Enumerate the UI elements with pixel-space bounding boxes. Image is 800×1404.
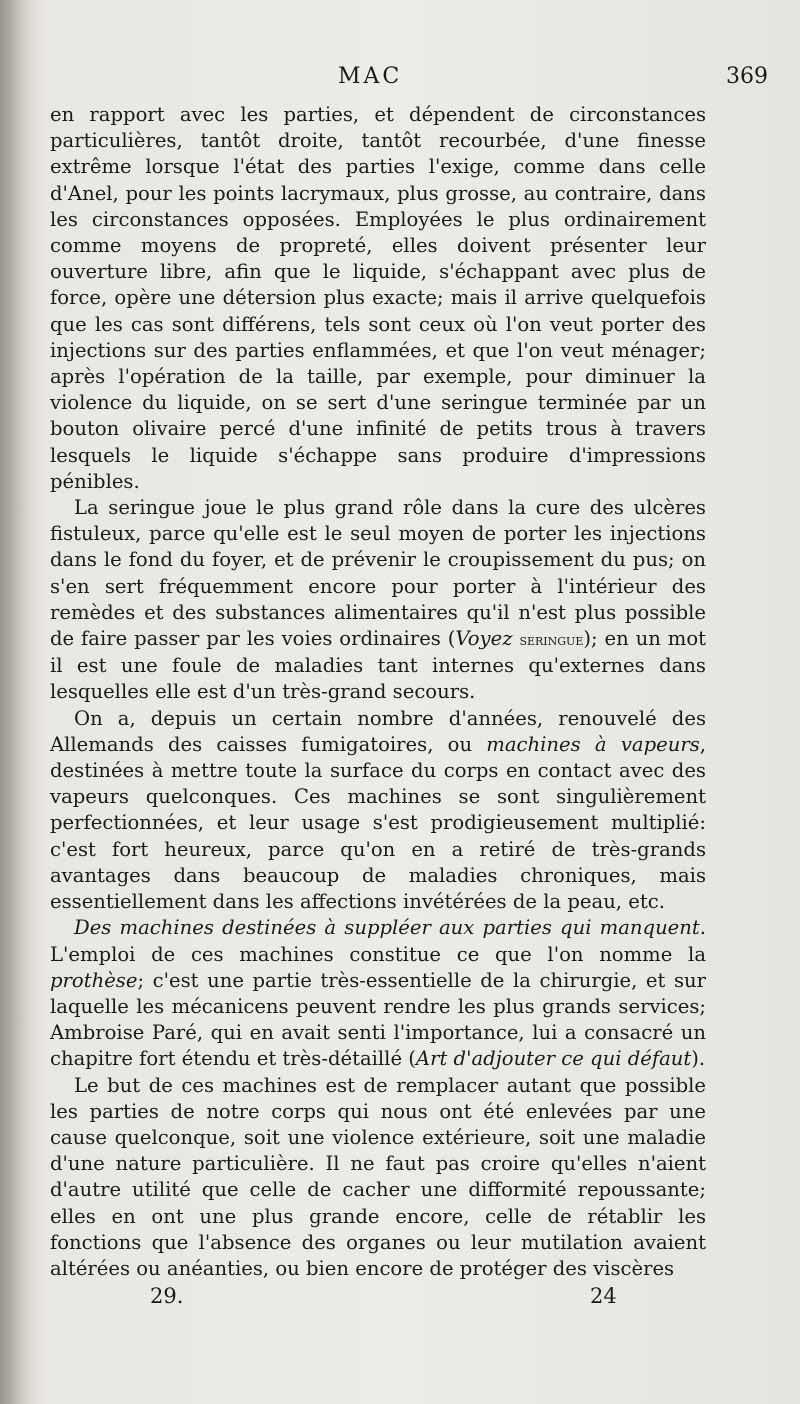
italic-text: machines à vapeurs xyxy=(486,732,700,756)
text-run: Le but de ces machines est de remplacer autant que possible les parties de notre corps qui nous ont été enlevées par une cause quelconque, soit une violence extérieure, soit une maladie d'une nature particulière. Il ne faut pas croire qu'elles n'aient d'autre utilité que celle de cacher une difformité repoussante; elles en ont une plus grande encore, celle de rétablir les fonctions que l'absence des organes ou leur mutilation avaient altérées ou anéanties, ou bien encore de protéger des viscères xyxy=(50,1073,706,1280)
text-run: On a, depuis un certain nombre d'années, renouvelé des Allemands des caisses fumigatoires, ou xyxy=(50,706,706,756)
italic-text: Des machines destinées à suppléer aux parties qui manquent. xyxy=(74,916,706,940)
printer-signature xyxy=(0,1284,800,1318)
text-run: en rapport avec les parties, et dépendent de circonstances particulières, tantôt droite, tantôt recourbée, d'une finesse extrême lorsque l'état des parties l'exige, comme dans celle d'Anel, pour les points lacrymaux, plus grosse, au contraire, dans les circonstances opposées. Employées le plus ordinairement comme moyens de propreté, elles doivent présenter leur ouverture libre, afin que le liquide, s'échappant avec plus de force, opère une détersion plus exacte; mais il arrive quelquefois que les cas sont différens, tels sont ceux où l'on veut porter des injections sur des parties enflammées, et que l'on veut ménager; après l'opération de la taille, par exemple, pour diminuer la violence du liquide, on se sert d'une seringue terminée par un bouton olivaire percé d'une infinité de petits trous à travers lesquels le liquide s'échappe sans produire d'impressions pénibles. xyxy=(50,103,706,493)
binding-shadow xyxy=(0,0,30,1404)
paragraph xyxy=(50,1073,706,1283)
italic-text: Voyez xyxy=(455,627,513,651)
text-run: L'emploi de ces machines constitue ce que l'on nomme la xyxy=(50,942,706,966)
paragraph xyxy=(50,495,706,706)
signature-mark: 29. xyxy=(150,1284,184,1308)
small-caps-text: seringue xyxy=(519,630,584,650)
italic-text: Art d'adjouter ce qui défaut xyxy=(415,1047,692,1071)
running-head-word: MAC xyxy=(338,64,403,89)
text-run: La seringue joue le plus grand rôle dans la cure des ulcères fistuleux, parce qu'elle est le seul moyen de porter les injections dans le fond du foyer, et de prévenir le croupissement du pus; on s'en sert fréquemment encore pour porter à l'intérieur des remèdes et des substances alimentaires qu'il n'est plus possible de faire passer par les voies ordinaires ( xyxy=(50,496,706,651)
gathering-mark: 24 xyxy=(590,1284,617,1308)
paragraph xyxy=(50,706,706,916)
paragraph xyxy=(50,915,706,1072)
text-run: ); en un mot il est une foule de maladies tant internes qu'externes dans lesquelles elle est d'un très-grand secours. xyxy=(50,627,706,704)
text-run: , destinées à mettre toute la surface du corps en contact avec des vapeurs quelconques. Ces machines se sont singulièrement perfectionnées, et leur usage s'est prodigieusement multiplié: c'est fort heureux, parce qu'on en a retiré de très-grands avantages dans beaucoup de maladies chroniques, mais essentiellement dans les affections invétérées de la peau, etc. xyxy=(50,732,706,914)
running-head xyxy=(0,60,800,96)
text-run: ). xyxy=(691,1047,706,1071)
italic-text: prothèse xyxy=(50,968,138,992)
page-number: 369 xyxy=(726,64,768,89)
text-run: ; c'est une partie très-essentielle de la chirurgie, et sur laquelle les mécanicens peuvent rendre les plus grands services; Ambroise Paré, qui en avait senti l'importance, lui a consacré un chapitre fort étendu et très-détaillé ( xyxy=(50,968,706,1071)
body-text xyxy=(50,102,706,1282)
paragraph xyxy=(50,102,706,495)
